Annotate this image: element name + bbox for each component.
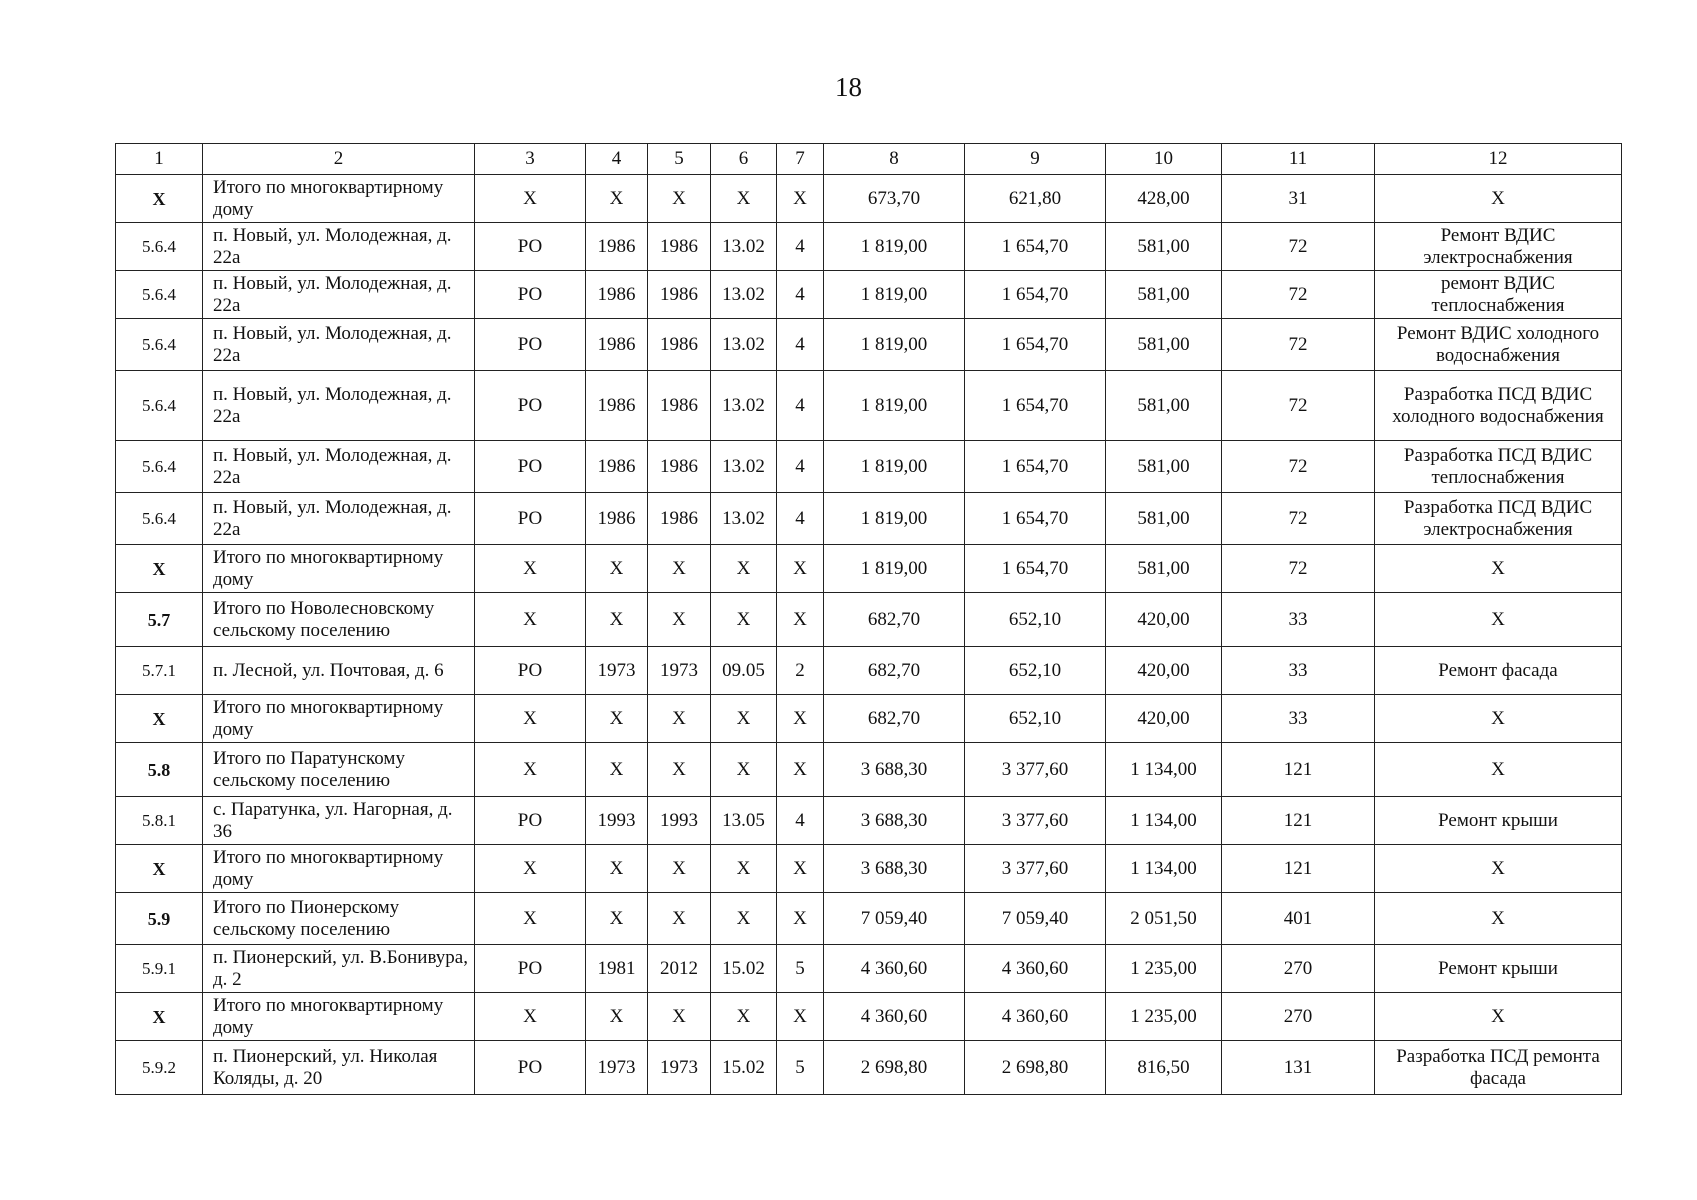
col4-cell: Х [586, 845, 648, 893]
col3-cell: Х [475, 593, 586, 647]
col3-cell: РО [475, 1041, 586, 1095]
col3-cell: РО [475, 271, 586, 319]
address-cell: Итого по многоквартирному дому [203, 545, 475, 593]
col6-cell: Х [711, 845, 777, 893]
col4-cell: Х [586, 743, 648, 797]
col7-cell: Х [777, 893, 824, 945]
row-number-cell: Х [116, 993, 203, 1041]
col5-cell: 1973 [648, 647, 711, 695]
col11-cell: 72 [1222, 493, 1375, 545]
col9-cell: 3 377,60 [965, 743, 1106, 797]
col10-cell: 581,00 [1106, 371, 1222, 441]
row-number-cell: 5.7 [116, 593, 203, 647]
col5-cell: 1993 [648, 797, 711, 845]
col8-cell: 3 688,30 [824, 743, 965, 797]
row-number-cell: 5.9.1 [116, 945, 203, 993]
col4-cell: 1993 [586, 797, 648, 845]
col10-cell: 1 235,00 [1106, 993, 1222, 1041]
col10-cell: 420,00 [1106, 695, 1222, 743]
col8-cell: 1 819,00 [824, 545, 965, 593]
col4-cell: 1986 [586, 223, 648, 271]
col5-cell: 1986 [648, 441, 711, 493]
col11-cell: 72 [1222, 271, 1375, 319]
col9-cell: 3 377,60 [965, 845, 1106, 893]
address-cell: Итого по Новолесновскому сельскому поселению [203, 593, 475, 647]
work-type-cell: Х [1375, 893, 1622, 945]
address-cell: Итого по Пионерскому сельскому поселению [203, 893, 475, 945]
col9-cell: 1 654,70 [965, 441, 1106, 493]
col8-cell: 4 360,60 [824, 993, 965, 1041]
col6-cell: Х [711, 743, 777, 797]
address-cell: Итого по многоквартирному дому [203, 993, 475, 1041]
col7-cell: 5 [777, 1041, 824, 1095]
address-cell: п. Новый, ул. Молодежная, д. 22а [203, 441, 475, 493]
col7-cell: 2 [777, 647, 824, 695]
col4-cell: 1986 [586, 271, 648, 319]
col5-cell: 1986 [648, 223, 711, 271]
address-cell: п. Новый, ул. Молодежная, д. 22а [203, 223, 475, 271]
table-row [116, 993, 1622, 1041]
col6-cell: 09.05 [711, 647, 777, 695]
col4-cell: 1973 [586, 647, 648, 695]
col9-cell: 652,10 [965, 695, 1106, 743]
col3-cell: РО [475, 945, 586, 993]
col8-cell: 673,70 [824, 175, 965, 223]
table-row [116, 945, 1622, 993]
col6-cell: 13.05 [711, 797, 777, 845]
work-type-cell: Ремонт ВДИС электроснабжения [1375, 223, 1622, 271]
header-cell: 7 [777, 144, 824, 175]
work-type-cell: Х [1375, 593, 1622, 647]
col4-cell: 1986 [586, 371, 648, 441]
address-cell: п. Новый, ул. Молодежная, д. 22а [203, 319, 475, 371]
address-cell: Итого по Паратунскому сельскому поселению [203, 743, 475, 797]
work-type-cell: Ремонт фасада [1375, 647, 1622, 695]
col6-cell: Х [711, 175, 777, 223]
col4-cell: Х [586, 593, 648, 647]
col9-cell: 621,80 [965, 175, 1106, 223]
work-type-cell: Х [1375, 545, 1622, 593]
col6-cell: 15.02 [711, 1041, 777, 1095]
col5-cell: 1986 [648, 271, 711, 319]
table-row [116, 319, 1622, 371]
col6-cell: 15.02 [711, 945, 777, 993]
col3-cell: Х [475, 695, 586, 743]
table-row [116, 371, 1622, 441]
col3-cell: Х [475, 845, 586, 893]
col4-cell: 1981 [586, 945, 648, 993]
col6-cell: 13.02 [711, 371, 777, 441]
col11-cell: 270 [1222, 945, 1375, 993]
col10-cell: 1 134,00 [1106, 845, 1222, 893]
col3-cell: Х [475, 545, 586, 593]
col8-cell: 4 360,60 [824, 945, 965, 993]
col10-cell: 581,00 [1106, 441, 1222, 493]
table-row [116, 545, 1622, 593]
col7-cell: 5 [777, 945, 824, 993]
table-row [116, 441, 1622, 493]
col5-cell: 1986 [648, 319, 711, 371]
col3-cell: РО [475, 223, 586, 271]
col10-cell: 816,50 [1106, 1041, 1222, 1095]
col8-cell: 682,70 [824, 695, 965, 743]
col7-cell: 4 [777, 271, 824, 319]
work-type-cell: Ремонт крыши [1375, 945, 1622, 993]
col11-cell: 72 [1222, 371, 1375, 441]
work-type-cell: Разработка ПСД ремонта фасада [1375, 1041, 1622, 1095]
col11-cell: 72 [1222, 319, 1375, 371]
col4-cell: Х [586, 993, 648, 1041]
address-cell: п. Лесной, ул. Почтовая, д. 6 [203, 647, 475, 695]
col7-cell: 4 [777, 493, 824, 545]
col6-cell: Х [711, 993, 777, 1041]
work-type-cell: Ремонт ВДИС холодного водоснабжения [1375, 319, 1622, 371]
col7-cell: 4 [777, 371, 824, 441]
table-row [116, 175, 1622, 223]
table-row [116, 271, 1622, 319]
col4-cell: Х [586, 893, 648, 945]
col5-cell: Х [648, 593, 711, 647]
header-cell: 3 [475, 144, 586, 175]
col5-cell: Х [648, 695, 711, 743]
col8-cell: 682,70 [824, 593, 965, 647]
col4-cell: Х [586, 695, 648, 743]
col5-cell: Х [648, 743, 711, 797]
col11-cell: 31 [1222, 175, 1375, 223]
table-body [116, 144, 1622, 1095]
col5-cell: 1973 [648, 1041, 711, 1095]
col9-cell: 1 654,70 [965, 545, 1106, 593]
col5-cell: Х [648, 993, 711, 1041]
table-row [116, 893, 1622, 945]
work-type-cell: ремонт ВДИС теплоснабжения [1375, 271, 1622, 319]
col9-cell: 1 654,70 [965, 371, 1106, 441]
row-number-cell: Х [116, 695, 203, 743]
col4-cell: 1986 [586, 441, 648, 493]
col10-cell: 1 235,00 [1106, 945, 1222, 993]
col10-cell: 581,00 [1106, 271, 1222, 319]
col10-cell: 581,00 [1106, 223, 1222, 271]
col5-cell: Х [648, 845, 711, 893]
work-type-cell: Х [1375, 993, 1622, 1041]
table-row [116, 845, 1622, 893]
col4-cell: 1986 [586, 493, 648, 545]
work-type-cell: Х [1375, 695, 1622, 743]
table-row [116, 695, 1622, 743]
col10-cell: 581,00 [1106, 545, 1222, 593]
col3-cell: РО [475, 647, 586, 695]
col8-cell: 1 819,00 [824, 319, 965, 371]
address-cell: Итого по многоквартирному дому [203, 845, 475, 893]
col6-cell: 13.02 [711, 441, 777, 493]
col4-cell: Х [586, 175, 648, 223]
address-cell: Итого по многоквартирному дому [203, 695, 475, 743]
col4-cell: 1973 [586, 1041, 648, 1095]
work-type-cell: Х [1375, 175, 1622, 223]
data-table [115, 143, 1622, 1095]
col7-cell: Х [777, 743, 824, 797]
header-cell: 2 [203, 144, 475, 175]
col11-cell: 121 [1222, 845, 1375, 893]
address-cell: с. Паратунка, ул. Нагорная, д. 36 [203, 797, 475, 845]
col7-cell: 4 [777, 797, 824, 845]
row-number-cell: Х [116, 845, 203, 893]
header-cell: 5 [648, 144, 711, 175]
col4-cell: Х [586, 545, 648, 593]
col6-cell: 13.02 [711, 223, 777, 271]
col8-cell: 2 698,80 [824, 1041, 965, 1095]
header-cell: 6 [711, 144, 777, 175]
col9-cell: 1 654,70 [965, 493, 1106, 545]
col6-cell: Х [711, 893, 777, 945]
col11-cell: 270 [1222, 993, 1375, 1041]
col6-cell: 13.02 [711, 493, 777, 545]
table-row [116, 1041, 1622, 1095]
col11-cell: 33 [1222, 593, 1375, 647]
col9-cell: 4 360,60 [965, 993, 1106, 1041]
row-number-cell: 5.6.4 [116, 493, 203, 545]
col8-cell: 1 819,00 [824, 371, 965, 441]
col8-cell: 1 819,00 [824, 441, 965, 493]
col6-cell: Х [711, 545, 777, 593]
col9-cell: 3 377,60 [965, 797, 1106, 845]
col6-cell: 13.02 [711, 271, 777, 319]
col5-cell: Х [648, 545, 711, 593]
work-type-cell: Х [1375, 845, 1622, 893]
col6-cell: Х [711, 695, 777, 743]
header-cell: 11 [1222, 144, 1375, 175]
col5-cell: 1986 [648, 371, 711, 441]
col7-cell: 4 [777, 319, 824, 371]
col7-cell: Х [777, 545, 824, 593]
header-cell: 8 [824, 144, 965, 175]
col8-cell: 1 819,00 [824, 271, 965, 319]
table-header-row [116, 144, 1622, 175]
table-row [116, 493, 1622, 545]
col10-cell: 581,00 [1106, 493, 1222, 545]
col5-cell: 2012 [648, 945, 711, 993]
header-cell: 12 [1375, 144, 1622, 175]
work-type-cell: Разработка ПСД ВДИС холодного водоснабжения [1375, 371, 1622, 441]
row-number-cell: 5.9 [116, 893, 203, 945]
col9-cell: 1 654,70 [965, 271, 1106, 319]
col5-cell: Х [648, 175, 711, 223]
address-cell: п. Новый, ул. Молодежная, д. 22а [203, 271, 475, 319]
col8-cell: 1 819,00 [824, 223, 965, 271]
col11-cell: 121 [1222, 743, 1375, 797]
col6-cell: Х [711, 593, 777, 647]
col9-cell: 1 654,70 [965, 319, 1106, 371]
col3-cell: Х [475, 743, 586, 797]
col3-cell: Х [475, 175, 586, 223]
col7-cell: Х [777, 593, 824, 647]
work-type-cell: Ремонт крыши [1375, 797, 1622, 845]
table-row [116, 223, 1622, 271]
col3-cell: РО [475, 797, 586, 845]
col10-cell: 428,00 [1106, 175, 1222, 223]
col7-cell: 4 [777, 223, 824, 271]
row-number-cell: 5.9.2 [116, 1041, 203, 1095]
col3-cell: Х [475, 993, 586, 1041]
col11-cell: 33 [1222, 647, 1375, 695]
col7-cell: Х [777, 993, 824, 1041]
row-number-cell: 5.7.1 [116, 647, 203, 695]
col9-cell: 2 698,80 [965, 1041, 1106, 1095]
header-cell: 10 [1106, 144, 1222, 175]
col7-cell: Х [777, 695, 824, 743]
address-cell: п. Новый, ул. Молодежная, д. 22а [203, 371, 475, 441]
col10-cell: 2 051,50 [1106, 893, 1222, 945]
col3-cell: РО [475, 319, 586, 371]
col3-cell: РО [475, 371, 586, 441]
col3-cell: РО [475, 493, 586, 545]
table-row [116, 647, 1622, 695]
col5-cell: Х [648, 893, 711, 945]
col7-cell: Х [777, 845, 824, 893]
row-number-cell: 5.6.4 [116, 223, 203, 271]
header-cell: 4 [586, 144, 648, 175]
address-cell: п. Пионерский, ул. Николая Коляды, д. 20 [203, 1041, 475, 1095]
table-row [116, 797, 1622, 845]
col7-cell: 4 [777, 441, 824, 493]
address-cell: п. Пионерский, ул. В.Бонивура, д. 2 [203, 945, 475, 993]
col11-cell: 72 [1222, 441, 1375, 493]
address-cell: п. Новый, ул. Молодежная, д. 22а [203, 493, 475, 545]
row-number-cell: 5.8 [116, 743, 203, 797]
col8-cell: 3 688,30 [824, 797, 965, 845]
table-row [116, 593, 1622, 647]
col9-cell: 652,10 [965, 593, 1106, 647]
col8-cell: 682,70 [824, 647, 965, 695]
col11-cell: 33 [1222, 695, 1375, 743]
row-number-cell: Х [116, 545, 203, 593]
col11-cell: 72 [1222, 545, 1375, 593]
col4-cell: 1986 [586, 319, 648, 371]
col9-cell: 7 059,40 [965, 893, 1106, 945]
page-number: 18 [835, 72, 862, 102]
row-number-cell: 5.6.4 [116, 271, 203, 319]
col7-cell: Х [777, 175, 824, 223]
address-cell: Итого по многоквартирному дому [203, 175, 475, 223]
work-type-cell: Разработка ПСД ВДИС теплоснабжения [1375, 441, 1622, 493]
row-number-cell: 5.6.4 [116, 319, 203, 371]
col11-cell: 401 [1222, 893, 1375, 945]
row-number-cell: Х [116, 175, 203, 223]
col9-cell: 1 654,70 [965, 223, 1106, 271]
row-number-cell: 5.6.4 [116, 441, 203, 493]
col8-cell: 7 059,40 [824, 893, 965, 945]
col10-cell: 1 134,00 [1106, 743, 1222, 797]
col10-cell: 420,00 [1106, 593, 1222, 647]
col10-cell: 420,00 [1106, 647, 1222, 695]
header-cell: 9 [965, 144, 1106, 175]
col10-cell: 581,00 [1106, 319, 1222, 371]
col8-cell: 1 819,00 [824, 493, 965, 545]
work-type-cell: Разработка ПСД ВДИС электроснабжения [1375, 493, 1622, 545]
header-cell: 1 [116, 144, 203, 175]
col6-cell: 13.02 [711, 319, 777, 371]
col8-cell: 3 688,30 [824, 845, 965, 893]
col11-cell: 72 [1222, 223, 1375, 271]
row-number-cell: 5.8.1 [116, 797, 203, 845]
table-row [116, 743, 1622, 797]
col3-cell: РО [475, 441, 586, 493]
col3-cell: Х [475, 893, 586, 945]
work-type-cell: Х [1375, 743, 1622, 797]
col9-cell: 652,10 [965, 647, 1106, 695]
row-number-cell: 5.6.4 [116, 371, 203, 441]
col9-cell: 4 360,60 [965, 945, 1106, 993]
col11-cell: 121 [1222, 797, 1375, 845]
col11-cell: 131 [1222, 1041, 1375, 1095]
col10-cell: 1 134,00 [1106, 797, 1222, 845]
col5-cell: 1986 [648, 493, 711, 545]
